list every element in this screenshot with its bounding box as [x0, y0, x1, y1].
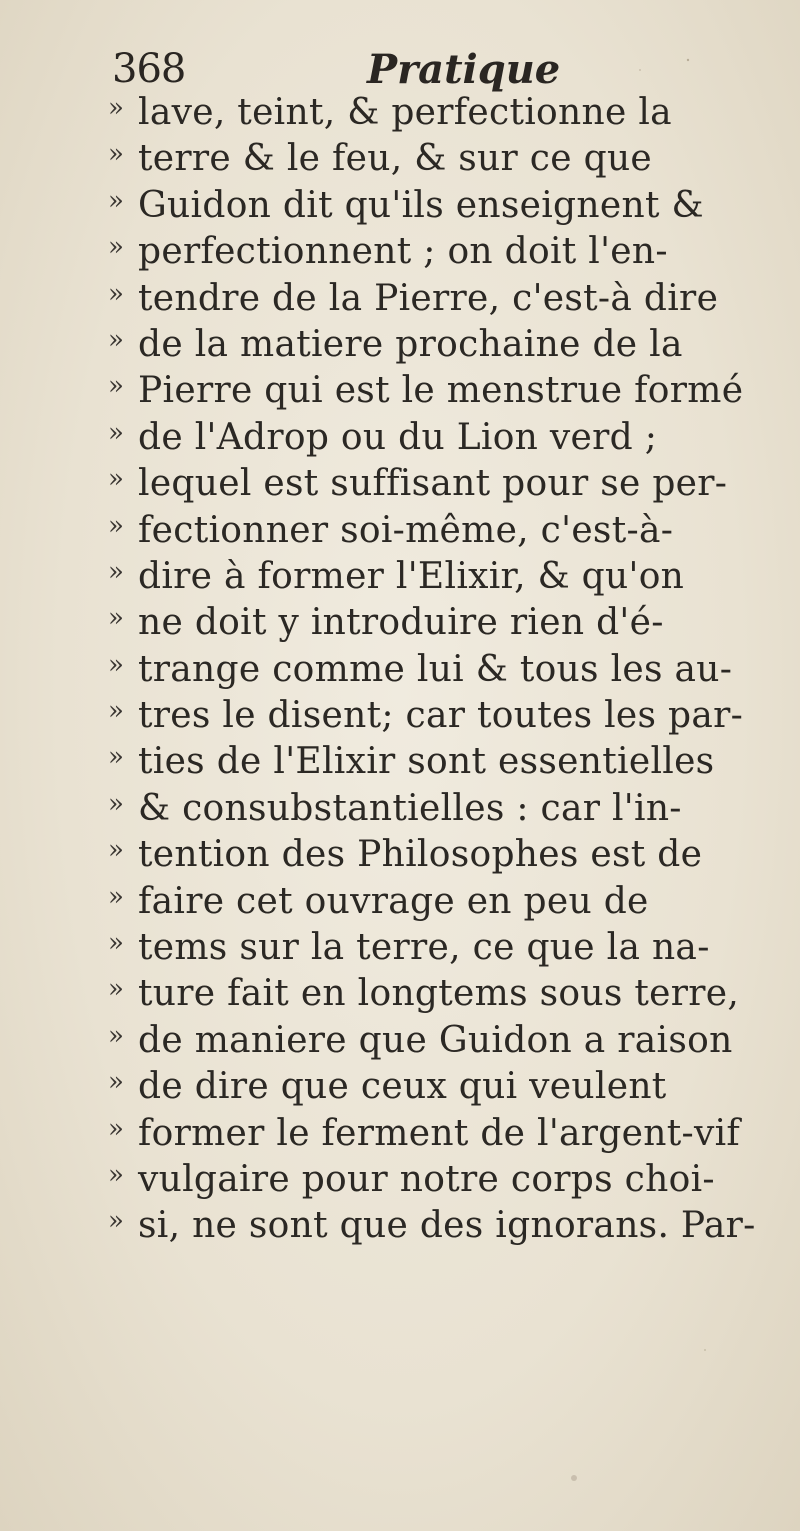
body-text	[108, 90, 758, 1250]
text-line	[108, 925, 758, 971]
text-line	[108, 183, 758, 229]
line-text: ties de l'Elixir sont essentielles	[138, 741, 715, 783]
running-head: Pratique	[367, 46, 561, 93]
line-text: Pierre qui est le menstrue formé	[138, 370, 744, 412]
text-line	[108, 461, 758, 507]
line-text: lave, teint, & perfectionne la	[138, 92, 672, 133]
line-text: Guidon dit qu'ils enseignent &	[138, 184, 704, 226]
line-text: fectionner soi-même, c'est-à-	[138, 509, 674, 551]
line-text: de l'Adrop ou du Lion verd ;	[138, 416, 658, 458]
quote-mark: »	[108, 278, 124, 309]
page-number: 368	[112, 46, 186, 92]
line-text: perfectionnent ; on doit l'en-	[138, 231, 668, 273]
line-text: faire cet ouvrage en peu de	[138, 880, 649, 922]
text-line	[108, 554, 758, 600]
text-line	[108, 1203, 758, 1249]
quote-mark: »	[108, 464, 124, 495]
line-text: tendre de la Pierre, c'est-à dire	[138, 277, 719, 319]
quote-mark: »	[108, 928, 124, 959]
quote-mark: »	[108, 881, 124, 912]
quote-mark: »	[108, 603, 124, 634]
text-line	[108, 1157, 758, 1203]
page-header	[112, 38, 752, 98]
quote-mark: »	[108, 696, 124, 727]
quote-mark: »	[108, 556, 124, 587]
quote-mark: »	[108, 93, 124, 123]
line-text: dire à former l'Elixir, & qu'on	[138, 555, 685, 597]
text-line	[108, 415, 758, 461]
line-text: ne doit y introduire rien d'é-	[138, 602, 664, 644]
quote-mark: »	[108, 232, 124, 263]
line-text: lequel est suffisant pour se per-	[138, 463, 728, 505]
quote-mark: »	[108, 788, 124, 819]
quote-mark: »	[108, 1206, 124, 1237]
text-line	[108, 368, 758, 414]
line-text: de maniere que Guidon a raison	[138, 1019, 733, 1061]
quote-mark: »	[108, 510, 124, 541]
quote-mark: »	[108, 139, 124, 170]
text-line	[108, 229, 758, 275]
line-text: de dire que ceux qui veulent	[138, 1066, 667, 1108]
text-line	[108, 693, 758, 739]
line-text: si, ne sont que des ignorans. Par-	[138, 1205, 756, 1247]
text-line	[108, 739, 758, 785]
quote-mark: »	[108, 835, 124, 866]
quote-mark: »	[108, 417, 124, 448]
line-text: terre & le feu, & sur ce que	[138, 138, 653, 180]
quote-mark: »	[108, 1067, 124, 1098]
line-text: tres le disent; car toutes les par-	[138, 695, 744, 737]
line-text: tems sur la terre, ce que la na-	[138, 927, 710, 969]
line-text: ture fait en longtems sous terre,	[138, 973, 740, 1015]
line-text: & consubstantielles : car l'in-	[138, 787, 682, 829]
text-line	[108, 1018, 758, 1064]
text-line	[108, 136, 758, 182]
text-line	[108, 786, 758, 832]
text-line	[108, 1064, 758, 1110]
text-line	[108, 508, 758, 554]
line-text: former le ferment de l'argent-vif	[138, 1112, 741, 1154]
quote-mark: »	[108, 185, 124, 216]
text-line	[108, 1111, 758, 1157]
quote-mark: »	[108, 649, 124, 680]
text-line	[108, 971, 758, 1017]
line-text: vulgaire pour notre corps choi-	[138, 1158, 715, 1200]
quote-mark: »	[108, 324, 124, 355]
text-line	[108, 600, 758, 646]
text-line	[108, 879, 758, 925]
text-line	[108, 647, 758, 693]
text-line	[108, 90, 758, 136]
quote-mark: »	[108, 371, 124, 402]
text-line	[108, 832, 758, 878]
text-line	[108, 322, 758, 368]
quote-mark: »	[108, 742, 124, 773]
quote-mark: »	[108, 1020, 124, 1051]
line-text: de la matiere prochaine de la	[138, 323, 683, 365]
line-text: tention des Philosophes est de	[138, 834, 703, 876]
quote-mark: »	[108, 974, 124, 1005]
quote-mark: »	[108, 1159, 124, 1190]
quote-mark: »	[108, 1113, 124, 1144]
line-text: trange comme lui & tous les au-	[138, 648, 733, 690]
text-line	[108, 276, 758, 322]
